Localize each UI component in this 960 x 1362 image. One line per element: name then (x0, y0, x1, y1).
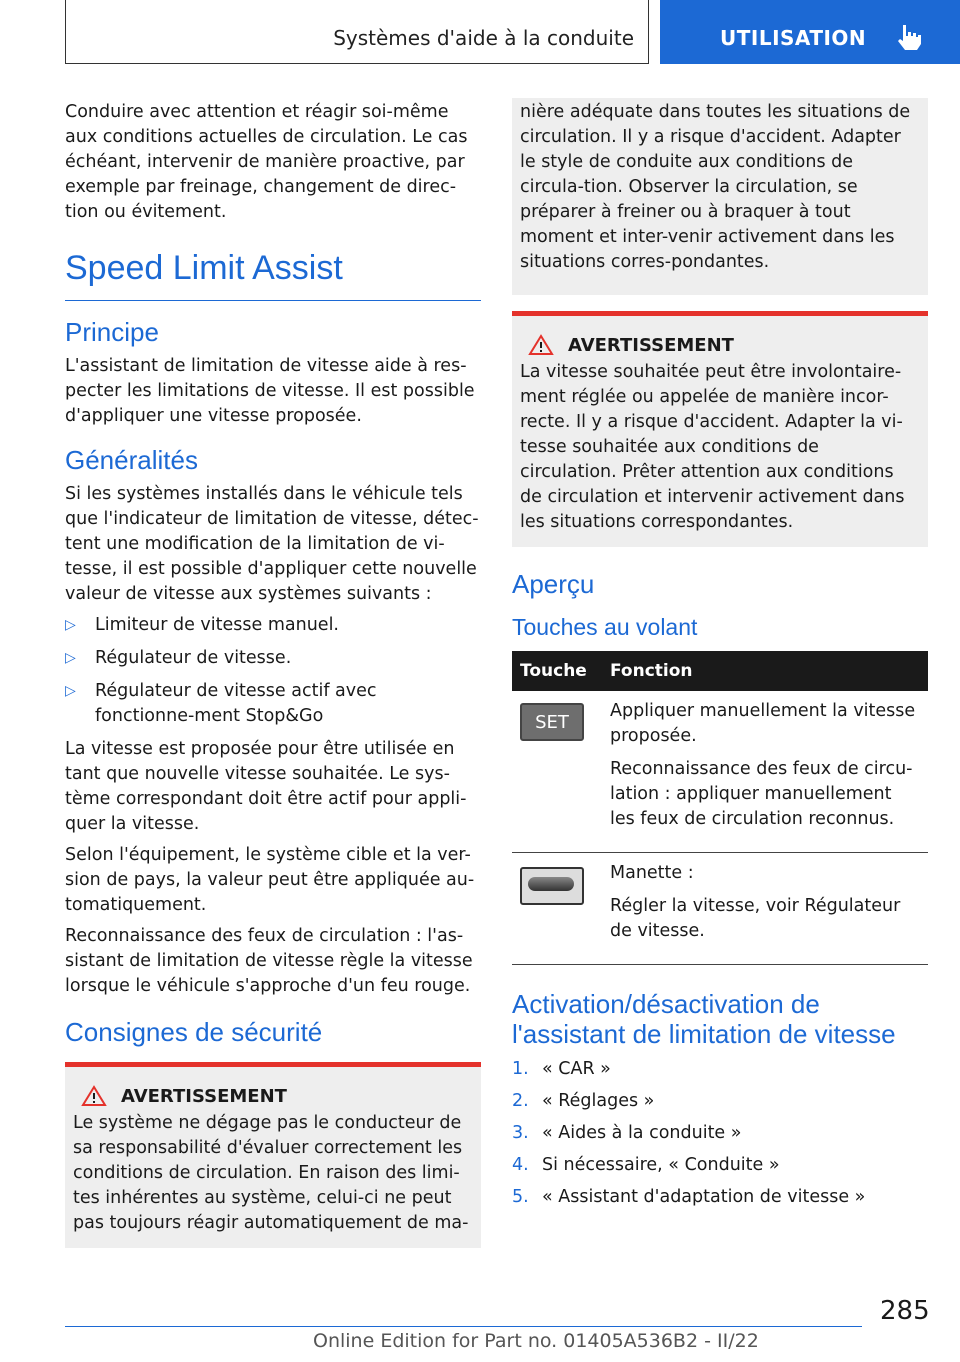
list-item: ▷ Limiteur de vitesse manuel. (65, 613, 481, 638)
intro-paragraph: Conduire avec attention et réagir soi-même aux conditions actuelles de circulation. Le cas échéant, intervenir de manière proactive, par exemple par freinage, changement de direc-tion ou évitement. (65, 102, 468, 222)
touches-heading: Touches au volant (512, 614, 698, 640)
header-chapter-tab[interactable] (660, 0, 960, 64)
left-column (65, 100, 481, 1248)
activation-steps (512, 1057, 928, 1210)
equipment-paragraph: Selon l'équipement, le système cible et la ver-sion de pays, la valeur peut être appliquée au-tomatiquement. (65, 845, 475, 915)
proposal-paragraph: La vitesse est proposée pour être utilisée en tant que nouvelle vitesse souhaitée. Le sys-tème correspondant doit être actif pour appli-quer la vitesse. (65, 739, 467, 834)
list-item: 1. « CAR » (512, 1059, 611, 1079)
activation-heading: Activation/désactivation de l'assistant de limitation de vitesse (512, 989, 896, 1049)
systems-list (65, 613, 481, 729)
consignes-heading: Consignes de sécurité (65, 1017, 323, 1047)
table-header-function: Fonction (602, 651, 928, 691)
list-item: ▷ Régulateur de vitesse. (65, 646, 481, 671)
table-cell: Manette : (610, 863, 694, 883)
warning-triangle-icon (81, 1085, 107, 1107)
warning-text: Le système ne dégage pas le conducteur de sa responsabilité d'évaluer correctement les conditions de circulation. En raison des limi-tes inhérentes au système, celui-ci ne peut pas toujours réagir automatiquement de ma- (73, 1113, 469, 1233)
warning-triangle-icon (528, 334, 554, 356)
table-row (512, 691, 928, 853)
list-item: 2. « Réglages » (512, 1091, 655, 1111)
list-item: 4. Si nécessaire, « Conduite » (512, 1155, 780, 1175)
generalites-paragraph: Si les systèmes installés dans le véhicule tels que l'indicateur de limitation de vitesse, détec-tent une modification de la limitation de vi-tesse, il est possible d'appliquer cette nouvelle valeur de vitesse aux systèmes suivants : (65, 484, 479, 604)
edition-footer: Online Edition for Part no. 01405A536B2 - II/22 (313, 1330, 759, 1352)
set-button-icon: SET (520, 703, 584, 741)
warning-title-2: AVERTISSEMENT (520, 326, 920, 360)
list-item: 3. « Aides à la conduite » (512, 1123, 742, 1143)
warning-text-2: La vitesse souhaitée peut être involontaire-ment réglée ou appelée de manière incor-recte. Il y a risque d'accident. Adapter la vi-tesse souhaitée aux conditions de circulation. Prêter attention aux conditions de circulation et intervenir activement dans les situations correspondantes. (520, 362, 905, 532)
table-cell: Appliquer manuellement la vitesse proposée. (610, 701, 916, 746)
rocker-switch-icon (520, 867, 584, 905)
list-item: 5. « Assistant d'adaptation de vitesse » (512, 1187, 866, 1207)
generalites-heading: Généralités (65, 445, 198, 475)
header-section-box (65, 0, 649, 64)
table-cell: Régler la vitesse, voir Régulateur de vitesse. (610, 896, 901, 941)
right-column (512, 100, 928, 1217)
warning-box-2 (512, 311, 928, 547)
warning-text-continued: nière adéquate dans toutes les situations de circulation. Il y a risque d'accident. Adapter le style de conduite aux conditions de circula-tion. Observer la circulation, se préparer à freiner ou à braquer à tout moment et inter-venir activement dans les situations corres-pondantes. (520, 102, 911, 272)
principe-paragraph: L'assistant de limitation de vitesse aide à res-pecter les limitations de vitesse. Il est possible d'appliquer une vitesse proposée. (65, 356, 475, 426)
page-title: Speed Limit Assist (65, 249, 481, 301)
table-cell: Reconnaissance des feux de circu-lation : appliquer manuellement les feux de circulation reconnus. (610, 759, 913, 829)
header-chapter-title: UTILISATION (720, 26, 867, 50)
warning-box (65, 1062, 481, 1248)
table-row (512, 853, 928, 965)
apercu-heading: Aperçu (512, 569, 595, 599)
traffic-lights-paragraph: Reconnaissance des feux de circulation : l'as-sistant de limitation de vitesse règle la vitesse lorsque le véhicule s'approche d'un feu rouge. (65, 926, 473, 996)
warning-box-continued (512, 98, 928, 295)
table-header-key: Touche (512, 651, 602, 691)
header-section-title: Systèmes d'aide à la conduite (333, 26, 634, 50)
hand-pointer-icon (894, 22, 924, 52)
keys-table (512, 651, 928, 965)
list-item: ▷ Régulateur de vitesse actif avec fonctionne-ment Stop&Go (65, 679, 481, 729)
footer-divider (65, 1326, 862, 1327)
warning-title: AVERTISSEMENT (73, 1077, 473, 1111)
principe-heading: Principe (65, 317, 159, 347)
page-number: 285 (880, 1296, 930, 1326)
